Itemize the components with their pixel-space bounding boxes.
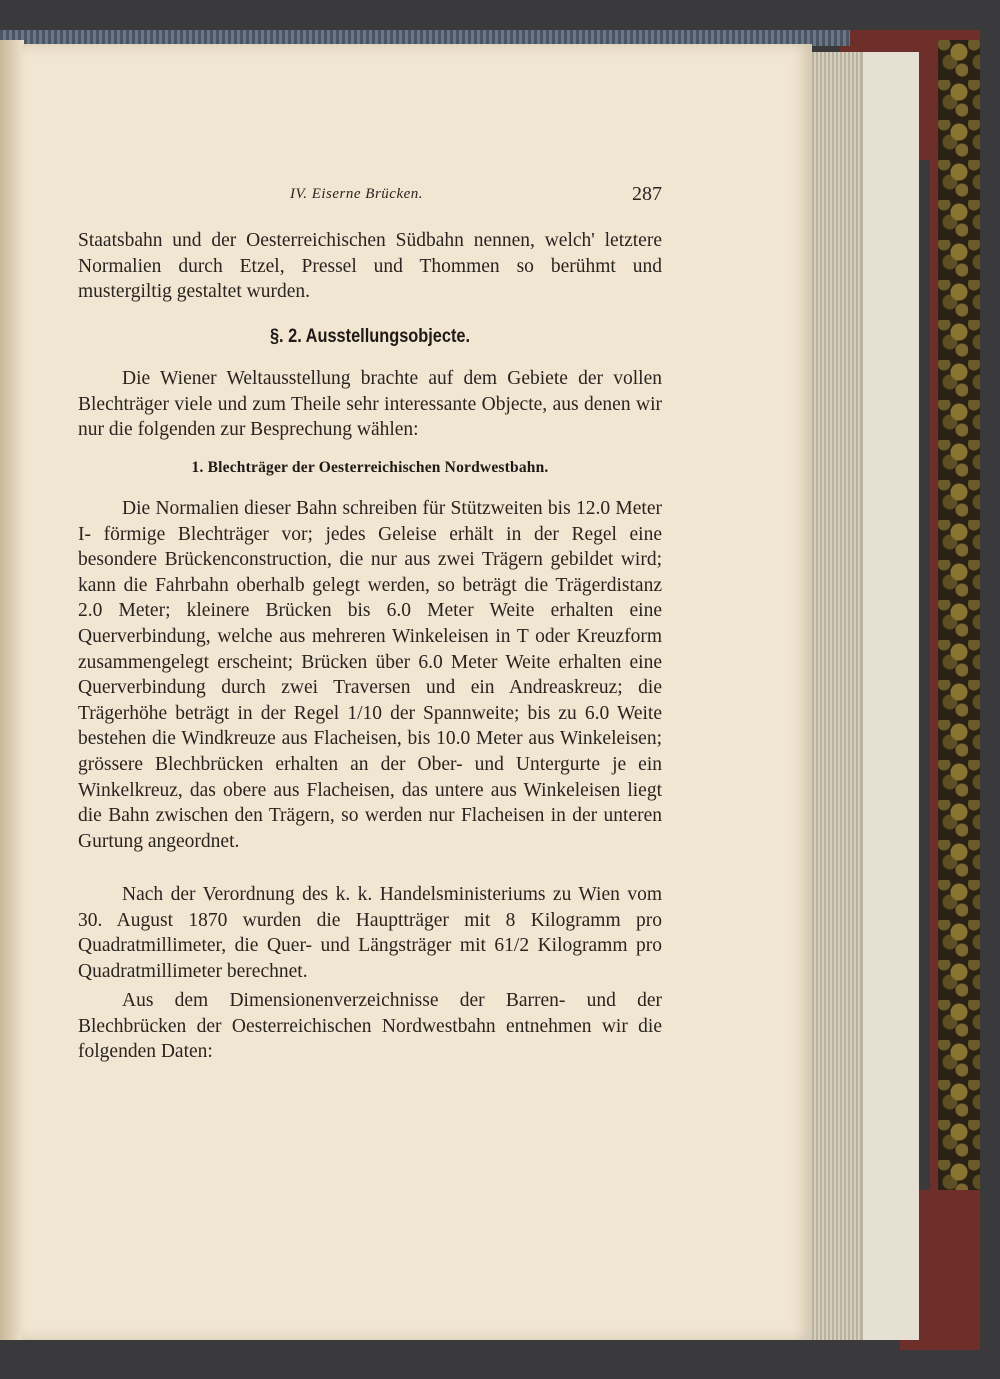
paragraph-exhibition-text: Die Wiener Weltausstellung brachte auf dem Gebiete der vollen Blechträger viele und zum Theile sehr interessante Objecte, aus denen wir nur die folgenden zur Besprechung wählen: xyxy=(78,368,662,441)
flyleaf xyxy=(862,52,919,1340)
page-number: 287 xyxy=(632,183,662,205)
section-heading: §. 2. Ausstellungsobjecte. xyxy=(269,326,471,347)
paragraph-dimensionen xyxy=(78,988,662,1065)
paragraph-verordnung xyxy=(78,882,662,984)
left-page-edge xyxy=(0,40,24,1340)
marbled-back-cover xyxy=(930,40,980,1340)
paragraph-dimensionen-text: Aus dem Dimensionenverzeichnisse der Barren- und der Blechbrücken der Oesterreichischen Nordwestbahn entnehmen wir die folgenden Daten: xyxy=(78,990,662,1063)
paragraph-intro-text: Staatsbahn und der Oesterreichischen Südbahn nennen, welch' letztere Normalien durch Etzel, Pressel und Thommen so berühmt und mustergiltig gestaltet wurden. xyxy=(78,230,662,303)
subsection-heading: 1. Blechträger der Oesterreichischen Nordwestbahn. xyxy=(191,459,549,476)
paragraph-normalien xyxy=(78,496,662,854)
paragraph-exhibition xyxy=(78,366,662,443)
paragraph-normalien-text: Die Normalien dieser Bahn schreiben für Stützweiten bis 12.0 Meter I- förmige Blechträger vor; jedes Geleise erhält in der Regel eine besondere Brückenconstruction, die nur aus zwei Trägern gebildet wird; kann die Fahrbahn oberhalb gelegt werden, so beträgt die Trägerdistanz 2.0 Meter; kleinere Brücken bis 6.0 Meter Weite erhalten eine Querverbindung, welche aus mehreren Winkeleisen in T oder Kreuzform zusammengelegt erscheint; Brücken über 6.0 Meter Weite erhalten eine Querverbindung durch zwei Traversen und ein Andreaskreuz; die Trägerhöhe beträgt in der Regel 1/10 der Spannweite; bis zu 6.0 Weite bestehen die Windkreuze aus Flacheisen, bis 10.0 Meter aus Winkeleisen; grössere Blechbrücken erhalten an der Ober- und Untergurte je ein Winkelkreuz, das obere aus Flacheisen, das untere aus Winkeleisen liegt die Bahn zwischen den Trägern, so werden nur Flacheisen in der unteren Gurtung angeordnet. xyxy=(78,498,662,852)
paragraph-intro xyxy=(78,228,662,305)
paragraph-verordnung-text: Nach der Verordnung des k. k. Handelsministeriums zu Wien vom 30. August 1870 wurden die Hauptträger mit 8 Kilogramm pro Quadratmillimeter, die Quer- und Längsträger mit 61/2 Kilogramm pro Quadratmillimeter berechnet. xyxy=(78,884,662,982)
running-head: IV. Eiserne Brücken. xyxy=(290,186,424,202)
